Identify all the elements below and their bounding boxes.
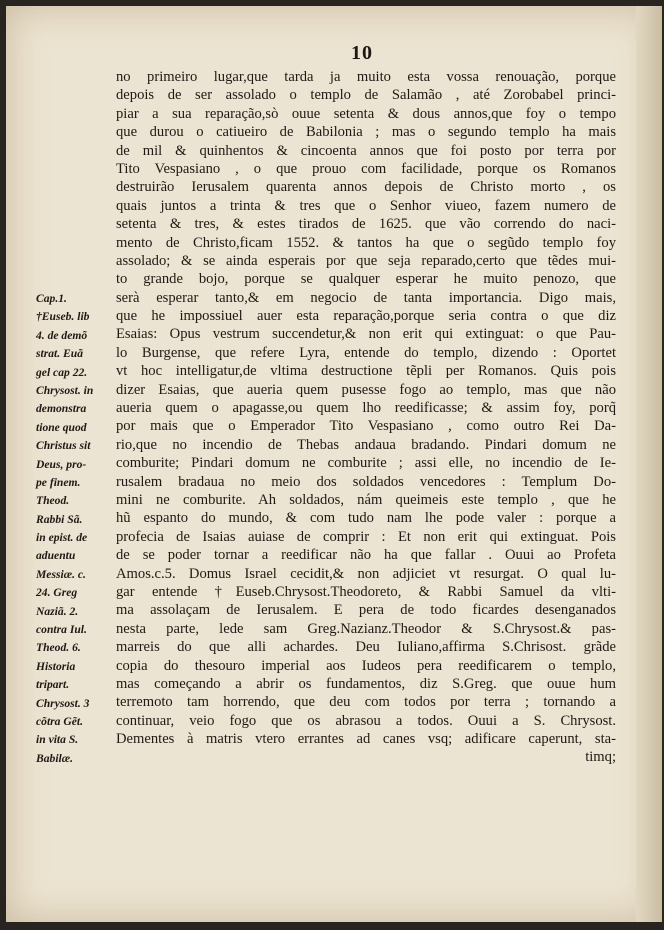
text-line: por mais que o Emperador Tito Vespasiano , como outro Rei Da- xyxy=(116,418,616,435)
text-line: lo Burgense, que refere Lyra, entende do templo, dizendo : Oportet xyxy=(116,344,616,361)
text-line: no primeiro lugar,que tarda ja muito esta vossa renouação, porque xyxy=(116,69,616,85)
text-line: rio,que no incendio de Thebas andaua bradando. Pindari domum ne xyxy=(116,436,616,453)
text-line: marreis do que alli achardes. Deu Iuliano,affirma S.Chrisost. grãde xyxy=(116,639,616,656)
text-line: quais juntos a trinta & tres que o Senhor viueo, fazem numero de xyxy=(116,197,616,214)
text-line: Dementes à matris vtero errantes ad canes vsq; adificare caperunt, sta- xyxy=(116,731,616,748)
margin-note-line: gel cap 22. xyxy=(36,365,88,379)
text-line: setenta & tres, & estes tirados de 1625. que vão correndo do naci- xyxy=(116,216,616,233)
text-line: assolado; & se ainda esperais por que seja reparado,certo que tẽdes mui- xyxy=(116,252,616,269)
margin-note-line: Theod. 6. xyxy=(36,641,81,655)
text-line: terremoto tam horrendo, que deu com todos por terra ; tornando a xyxy=(116,694,616,711)
text-line: de mil & quinhentos & cincoenta annos que foi posto por terra por xyxy=(116,142,616,159)
margin-note-line: aduentu xyxy=(36,549,76,563)
text-line: continuar, veio fogo que os abrasou a todos. Ouui a S. Chrysost. xyxy=(116,712,616,729)
text-line: vt hoc intelligatur,de vltima destructione tẽpli per Romanos. Quis pois xyxy=(116,363,616,380)
text-line: depois de ser assolado o templo de Salamão , até Zorobabel princi- xyxy=(116,87,616,104)
text-line: hũ espanto do mundo, & com tudo nam lhe pode valer : porque a xyxy=(116,510,616,527)
page-gutter xyxy=(636,6,662,922)
text-line: mento de Christo,ficam 1552. & tantos ha que o segũdo templo foy xyxy=(116,234,616,251)
margin-note-line: Messiæ. c. xyxy=(36,567,86,581)
margin-note-line: Rabbi Sã. xyxy=(36,512,83,526)
text-line: timq; xyxy=(585,749,616,766)
text-line: Esaias: Opus vestrum succendetur,& non erit qui extinguat: o que Pau- xyxy=(116,326,616,343)
margin-note-line: 4. de demõ xyxy=(36,328,88,342)
text-line: copia do thesouro imperial aos Iudeos pera reedificarem o templo, xyxy=(116,657,616,674)
margin-note-line: Babilæ. xyxy=(36,751,74,765)
text-line: de se poder tornar a reedificar não ha que fallar . Ouui ao Profeta xyxy=(116,547,616,564)
margin-note-line: Deus, pro- xyxy=(36,457,87,471)
margin-note-line: pe finem. xyxy=(36,475,81,489)
marginal-notes xyxy=(36,290,114,768)
margin-note-line: tione quod xyxy=(36,420,87,434)
text-line: comburite; Pindari domum ne comburite ; assi elle, no incendio de Ie- xyxy=(116,455,616,472)
text-line: nesta parte, lede sam Greg.Nazianz.Theodor & S.Chrysost.& pas- xyxy=(116,620,616,637)
text-line: serà esperar tanto,& em negocio de tanta importancia. Digo mais, xyxy=(116,289,616,306)
text-line: gar entende †Euseb.Chrysost.Theodoreto, & Rabbi Samuel da vlti- xyxy=(116,583,616,600)
text-line: mini ne comburite. Ah soldados, nám queimeis este templo , que he xyxy=(116,491,616,508)
book-page xyxy=(6,6,656,922)
margin-note-line: Christus sit xyxy=(36,439,91,453)
text-line: dizer Esaias, que aueria quem pusesse fogo ao templo, mas que não xyxy=(116,381,616,398)
margin-note-line: Theod. xyxy=(36,494,70,508)
margin-note-line: demonstra xyxy=(36,402,87,416)
page-number: 10 xyxy=(351,42,373,64)
margin-note-line: Naziã. 2. xyxy=(36,604,79,618)
margin-note-line: strat. Euã xyxy=(36,347,84,361)
text-line: piar a sua reparação,sò ouue setenta & dous annos,que foy o tempo xyxy=(116,105,616,122)
text-line: profecia de Isaias auiase de comprir : Et non erit qui extinguat. Pois xyxy=(116,528,616,545)
margin-note-line: †Euseb. lib xyxy=(36,310,90,324)
text-line: rusalem bradaua no meio dos soldados vencedores : Templum Do- xyxy=(116,473,616,490)
text-line: ma assolaçam de Ierusalem. E pera de todo ficardes desenganados xyxy=(116,602,616,619)
margin-note-line: Cap.1. xyxy=(36,292,67,305)
text-line: que durou o catiueiro de Babilonia ; mas o segundo templo ha mais xyxy=(116,124,616,141)
margin-note-line: Chrysost. in xyxy=(36,383,94,397)
text-line: que he impossiuel auer esta reparação,porque seria contra o que diz xyxy=(116,308,616,325)
text-line: Tito Vespasiano , o que prouo com facilidade, porque os Romanos xyxy=(116,160,616,177)
text-line: aueria quem o apagasse,ou quem lho reedificasse; & assim foy, porq̃ xyxy=(116,400,616,417)
main-text-block xyxy=(116,68,616,767)
text-line: to grande bojo, porque se qualquer esperar he muito penozo, que xyxy=(116,271,616,288)
text-line: destruirão Ierusalem quarenta annos depois de Christo morto , os xyxy=(116,179,616,196)
margin-note-line: in epist. de xyxy=(36,531,88,545)
margin-note-line: in vita S. xyxy=(36,733,79,747)
text-line: mas começando a abrir os fundamentos, diz S.Greg. que ouue hum xyxy=(116,675,616,692)
margin-note-line: Historia xyxy=(36,659,76,673)
margin-note-line: cõtra Gẽt. xyxy=(36,714,84,728)
margin-note-line: contra Iul. xyxy=(36,623,87,637)
margin-note-line: 24. Greg xyxy=(36,586,78,600)
text-line: Amos.c.5. Domus Israel cecidit,& non adjiciet vt resurgat. O qual lu- xyxy=(116,565,616,582)
margin-note-line: Chrysost. 3 xyxy=(36,696,90,710)
margin-note-line: tripart. xyxy=(36,678,70,692)
